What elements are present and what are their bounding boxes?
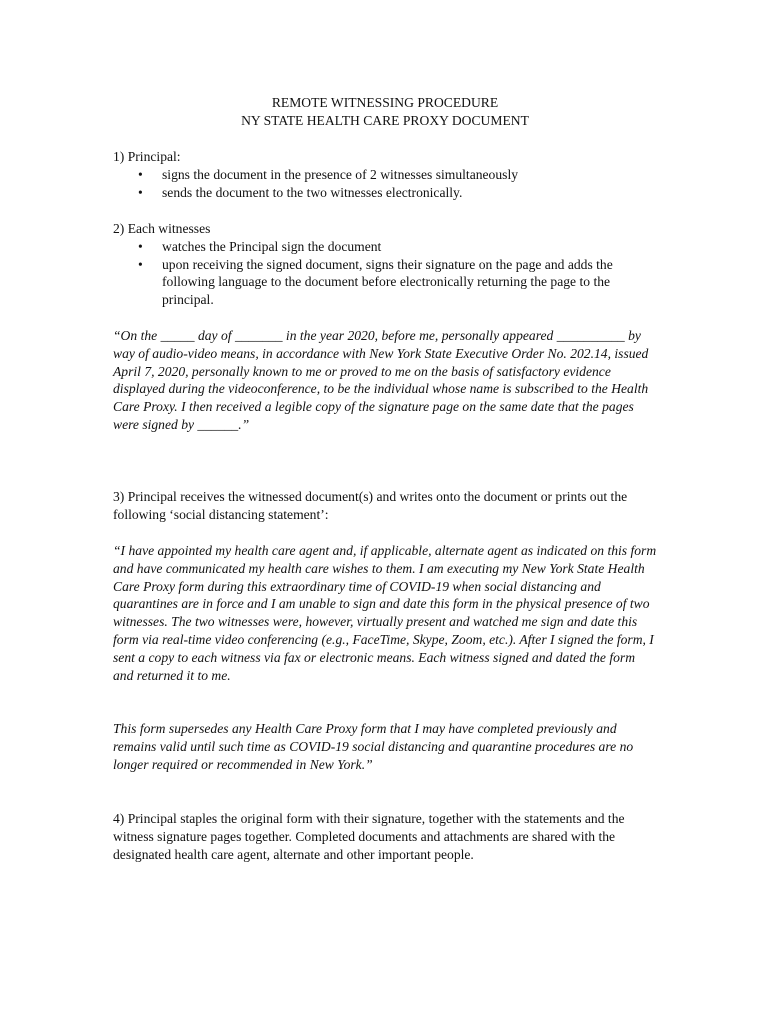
bullet-icon: • [138, 256, 143, 272]
section-1 [113, 148, 658, 201]
witness-statement-quote: “On the _____ day of _______ in the year 2020, before me, personally appeared __________ by way of audio-video means, in accordance with New York State Executive Order No. 202.14, issued April 7, 2020, personally known to me or proved to me on the basis of satisfactory evidence displayed during the videoconference, to be the individual whose name is subscribed to the Health Care Proxy. I then received a legible copy of the signature page on the same date that the pages were signed by ______.” [113, 328, 649, 432]
list-item-text: signs the document in the presence of 2 witnesses simultaneously [162, 166, 519, 182]
section-2 [113, 220, 653, 309]
list-item [113, 238, 653, 256]
document-title-line-1: REMOTE WITNESSING PROCEDURE [271, 95, 499, 110]
social-distancing-statement: “I have appointed my health care agent and, if applicable, alternate agent as indicated on this form and have communicated my health care wishes to them. I am executing my New York State Health Care Proxy form during this extraordinary time of COVID-19 when social distancing and quarantines are in force and I am unable to sign and date this form in the physical presence of two witnesses. The two witnesses were, however, virtually present and watched me sign and date this form via real-time video conferencing (e.g., FaceTime, Skype, Zoom, etc.). After I signed the form, I sent a copy to each witness via fax or electronic means. Each witness signed and dated the form and returned it to me. [113, 543, 657, 683]
bullet-icon: • [138, 184, 143, 200]
section-2-list [113, 238, 653, 309]
list-item [113, 184, 658, 202]
document-title-line-2: NY STATE HEALTH CARE PROXY DOCUMENT [241, 113, 529, 128]
list-item-text: sends the document to the two witnesses electronically. [162, 184, 463, 200]
section-1-heading: 1) Principal: [113, 149, 181, 164]
list-item [113, 256, 653, 309]
list-item-text: watches the Principal sign the document [162, 238, 382, 254]
bullet-icon: • [138, 238, 143, 254]
section-1-list [113, 166, 658, 202]
list-item-text: upon receiving the signed document, signs their signature on the page and adds the following language to the document before electronically returning the page to the principal. [162, 256, 613, 308]
list-item [113, 166, 658, 184]
bullet-icon: • [138, 166, 143, 182]
section-4-text: 4) Principal staples the original form with their signature, together with the statements and the witness signature pages together. Completed documents and attachments are shared with the designated health care agent, alternate and other important people. [113, 811, 625, 862]
supersedes-statement: This form supersedes any Health Care Proxy form that I may have completed previously and remains valid until such time as COVID-19 social distancing and quarantine procedures are no longer required or recommended in New York.” [113, 721, 634, 772]
section-3-heading: 3) Principal receives the witnessed document(s) and writes onto the document or prints out the following ‘social distancing statement’: [113, 489, 628, 522]
section-2-heading: 2) Each witnesses [113, 221, 211, 236]
